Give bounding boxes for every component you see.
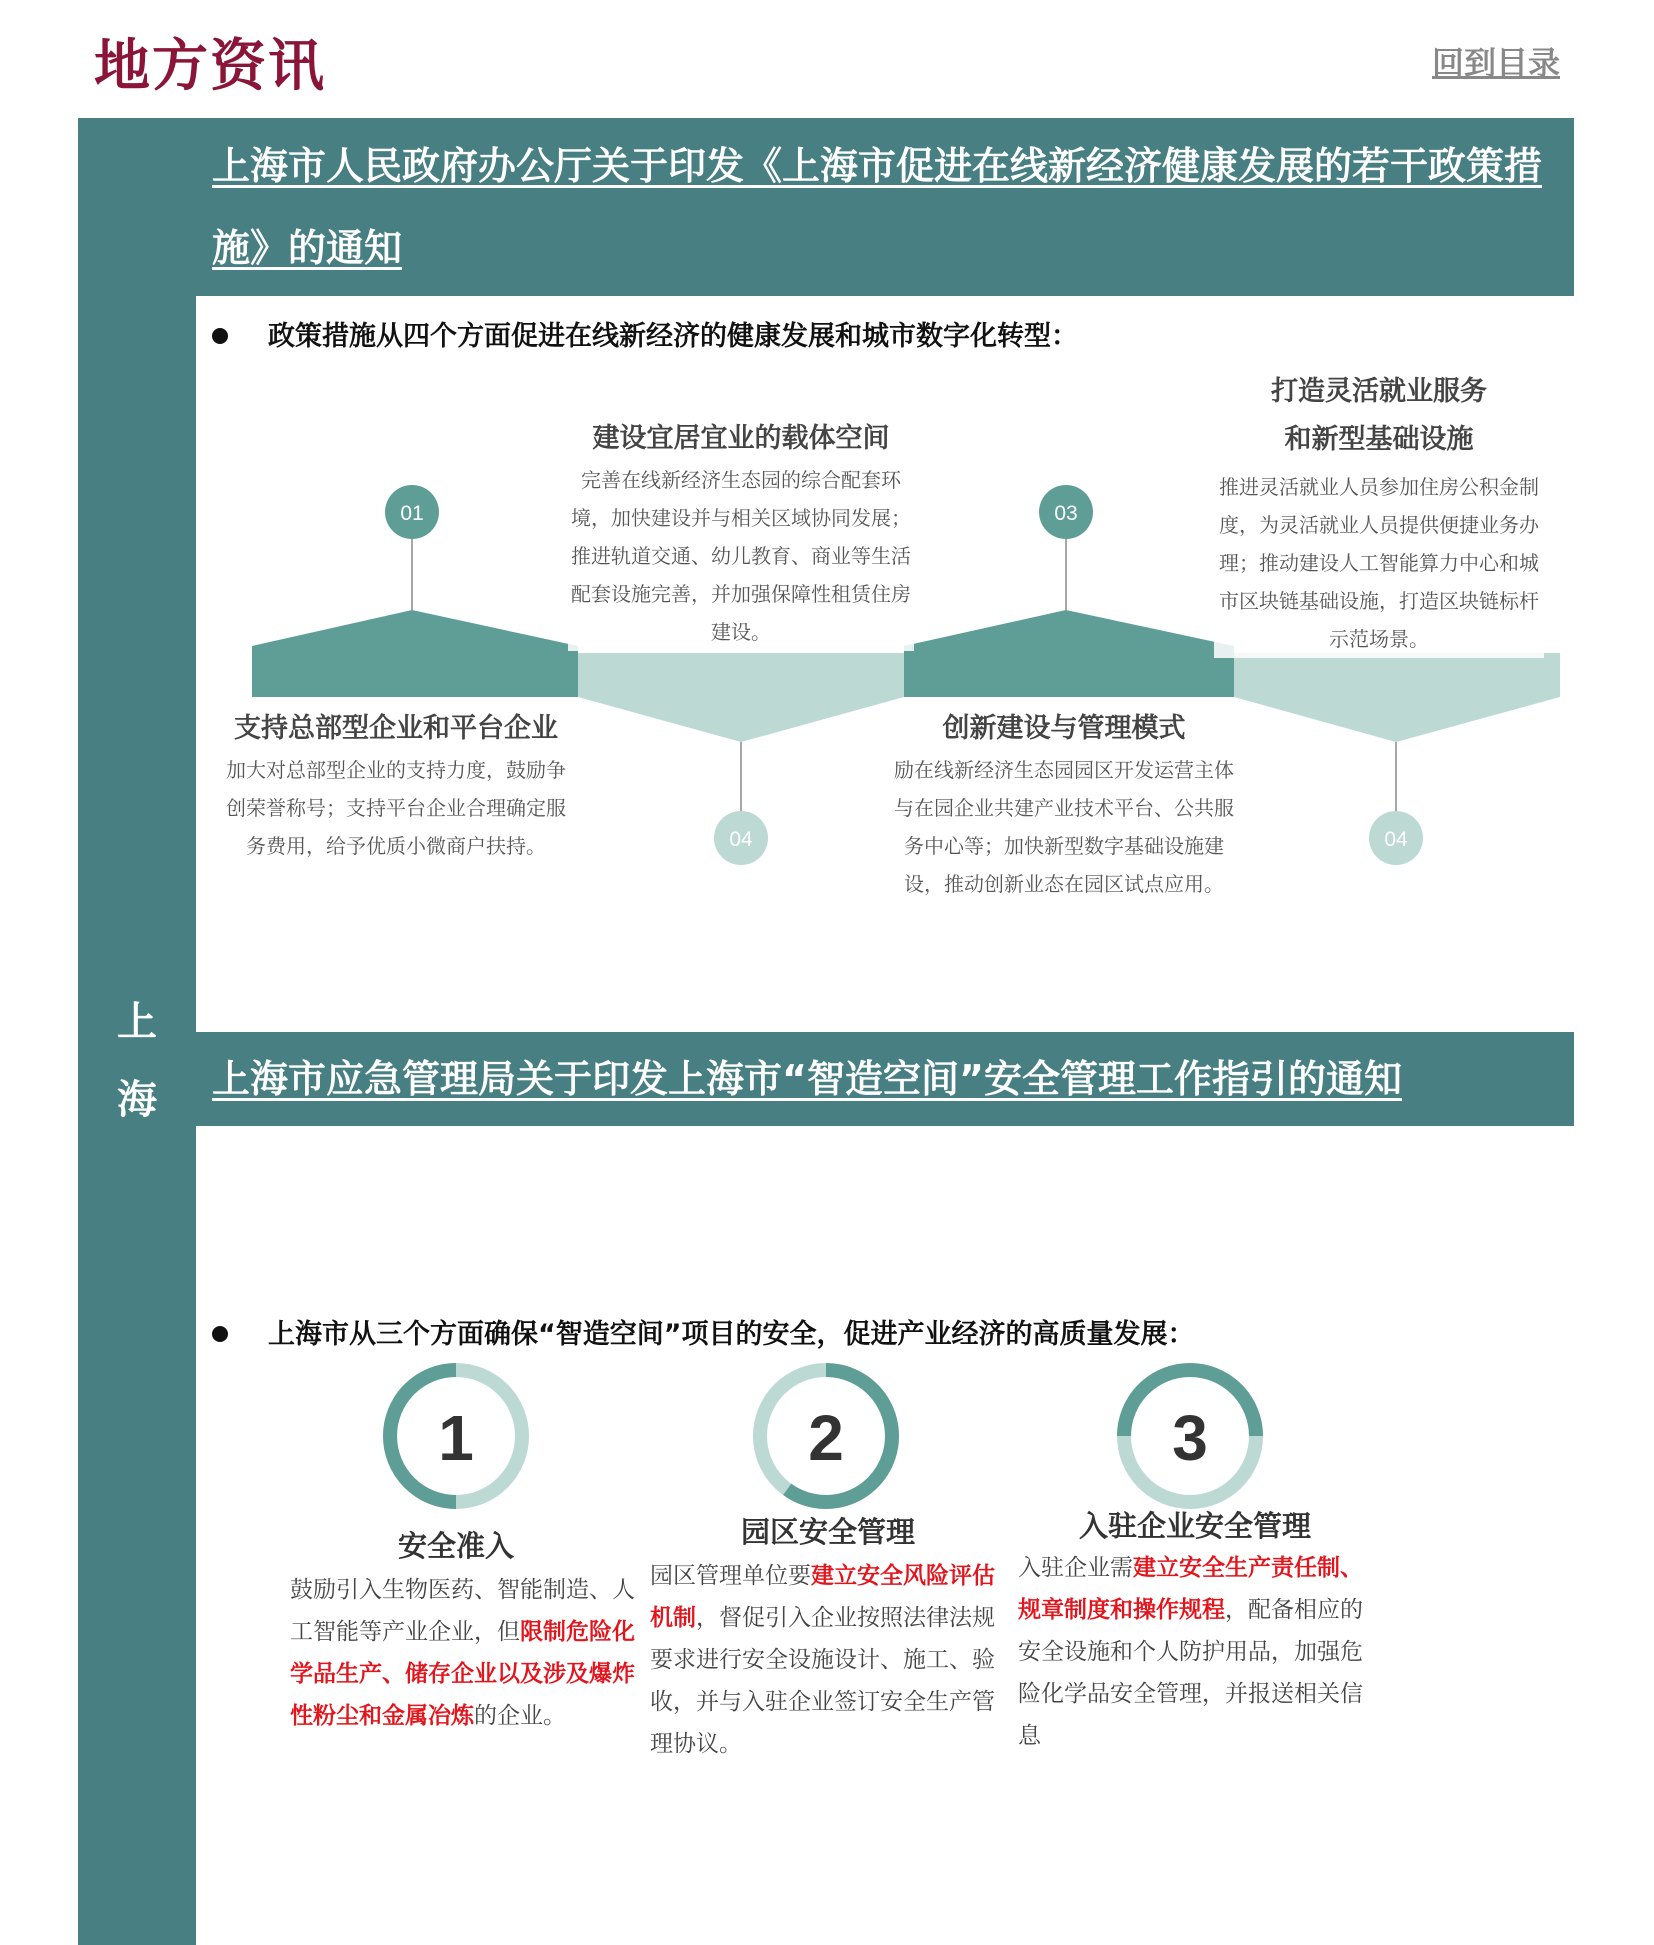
timeline-item-4-heading: 打造灵活就业服务和新型基础设施 (1271, 376, 1487, 455)
section2-header-band (196, 1032, 1574, 1126)
timeline-segment-2 (578, 653, 904, 742)
safety-item-3-body-highlight: 建立安全生产责任制、规章制度和操作规程 (1018, 1555, 1363, 1623)
badge-04-label: 04 (1384, 828, 1408, 851)
timeline-item-2-body: 完善在线新经济生态园的综合配套环境，加快建设并与相关区域协同发展；推进轨道交通、幼儿教育、商业等生活配套设施完善，并加强保障性租赁住房建设。 (568, 461, 914, 651)
timeline-item-1-heading: 支持总部型企业和平台企业 (234, 713, 558, 744)
timeline-item-4-body: 推进灵活就业人员参加住房公积金制度，为灵活就业人员提供便捷业务办理；推动建设人工智能算力中心和城市区块链基础设施，打造区块链标杆示范场景。 (1214, 468, 1544, 658)
timeline-item-3-body: 励在线新经济生态园园区开发运营主体与在园企业共建产业技术平台、公共服务中心等；加快新型数字基础设施建设，推动创新业态在园区试点应用。 (894, 758, 1234, 896)
section1-title-link[interactable]: 上海市人民政府办公厅关于印发《上海市促进在线新经济健康发展的若干政策措施》的通知 (212, 144, 1543, 270)
timeline-segment-4 (1234, 653, 1560, 742)
safety-item-3-body-text: 入驻企业需 (1018, 1555, 1133, 1581)
safety-item-1-body-highlight: 限制危险化学品生产、储存企业以及涉及爆炸性粉尘和金属冶炼 (290, 1619, 635, 1729)
region-label-top: 上 (117, 999, 157, 1045)
safety-item-3-heading: 入驻企业安全管理 (1078, 1509, 1311, 1543)
timeline-segment-3 (904, 610, 1234, 697)
section1-bullet (212, 314, 1078, 353)
timeline-item-3 (894, 706, 1234, 903)
timeline-item-2-heading: 建设宜居宜业的载体空间 (592, 423, 890, 454)
section1-header-band (196, 118, 1574, 296)
safety-item-3-body (1014, 1547, 1376, 1757)
ring-1-number: 1 (438, 1402, 474, 1474)
safety-item-2-body-text: 园区管理单位要 (650, 1563, 811, 1589)
safety-item-1-heading: 安全准入 (397, 1529, 514, 1563)
region-label-bottom: 海 (117, 1077, 157, 1123)
safety-item-2-body (646, 1555, 1010, 1765)
safety-item-1-body-text: 鼓励引入生物医药、智能制造、人工智能等产业企业，但 (290, 1577, 635, 1645)
ring-2-graphic (646, 1360, 1010, 1510)
timeline-item-4 (1214, 368, 1544, 658)
safety-item-3-body-end: ，配备相应的安全设施和个人防护用品，加强危险化学品安全管理，并报送相关信息 (1018, 1597, 1363, 1749)
timeline-item-2 (568, 416, 914, 651)
section2-title-link[interactable]: 上海市应急管理局关于印发上海市“智造空间”安全管理工作指引的通知 (212, 1057, 1402, 1101)
safety-item-2-heading: 园区安全管理 (740, 1515, 915, 1549)
timeline-item-1-body: 加大对总部型企业的支持力度，鼓励争创荣誉称号；支持平台企业合理确定服务费用，给予优质小微商户扶持。 (226, 758, 566, 858)
section2-bullet (212, 1312, 1195, 1351)
safety-item-2-body-end: ，督促引入企业按照法律法规要求进行安全设施设计、施工、验收，并与入驻企业签订安全生产管理协议。 (650, 1605, 995, 1757)
badge-02-label: 04 (729, 828, 753, 851)
badge-01-label: 01 (400, 502, 424, 525)
page-title: 地方资讯 (94, 34, 326, 99)
section2-bullet-text: 上海市从三个方面确保“智造空间”项目的安全，促进产业经济的高质量发展： (268, 1319, 1195, 1350)
safety-item-3 (1014, 1360, 1376, 1760)
ring-2-number: 2 (808, 1402, 844, 1474)
bullet-dot-icon (212, 1326, 228, 1342)
safety-item-1 (276, 1360, 636, 1760)
back-to-toc-link[interactable]: 回到目录 (1431, 44, 1560, 82)
safety-item-2 (646, 1360, 1010, 1760)
timeline-item-3-heading: 创新建设与管理模式 (942, 713, 1186, 744)
ring-1-graphic (276, 1360, 636, 1520)
safety-item-1-body-end: 的企业。 (474, 1703, 566, 1729)
safety-item-1-body (276, 1569, 636, 1737)
badge-03-label: 03 (1054, 502, 1078, 525)
safety-item-2-body-highlight: 建立安全风险评估机制 (650, 1563, 995, 1631)
timeline-segment-1 (252, 610, 578, 697)
bullet-dot-icon (212, 328, 228, 344)
ring-3-number: 3 (1172, 1402, 1208, 1474)
policy-timeline (196, 360, 1574, 960)
ring-3-graphic (1014, 1360, 1376, 1510)
section1-bullet-text: 政策措施从四个方面促进在线新经济的健康发展和城市数字化转型： (268, 321, 1078, 352)
timeline-item-1 (226, 706, 566, 865)
